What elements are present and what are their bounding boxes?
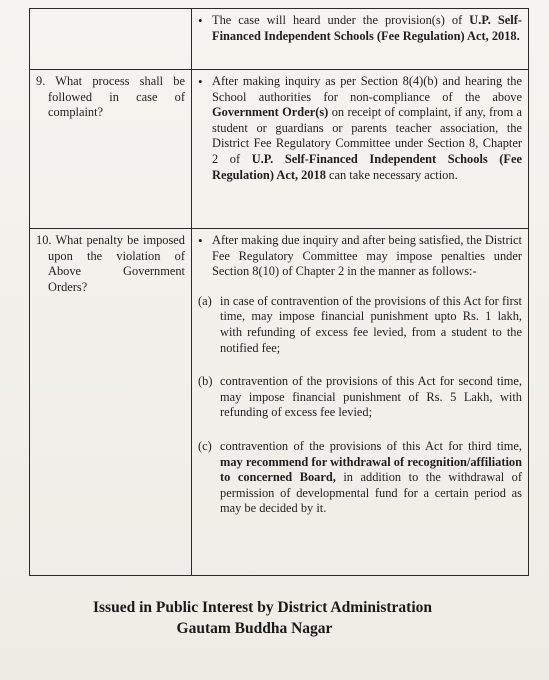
- answer-text: [212, 74, 522, 183]
- answer-text-part: can take necessary action.: [325, 167, 458, 182]
- penalty-item-b: [198, 374, 522, 421]
- answer-cell: [192, 9, 529, 70]
- table-row: [30, 70, 529, 229]
- bullet-icon: •: [198, 233, 203, 248]
- answer-intro: After making due inquiry and after being satisfied, the District Fee Regulatory Committee may impose penalties under Section 8(10) of Chapter 2 in the manner as follows:-: [212, 233, 522, 279]
- question-cell: [30, 229, 192, 576]
- penalty-item-text: contravention of the provisions of this Act for second time, may impose financial punishment of Rs. 5 Lakh, with refunding of excess fee levied;: [220, 374, 522, 420]
- answer-text-part-bold: Government Order(s): [212, 105, 329, 120]
- faq-table: [29, 8, 529, 576]
- penalty-item-label: (c): [198, 438, 212, 453]
- answer-text-part-bold: U.P. Self-Financed Independent Schools (Fee Regulation) Act, 2018.: [212, 13, 522, 43]
- footer-issuer-line: Issued in Public Interest by District Administration: [92, 599, 433, 616]
- penalty-item-text: in case of contravention of the provisions of this Act for first time, may impose financial punishment upto Rs. 1 lakh, with refunding of excess fee levied, from a student to the notified fee;: [220, 293, 522, 355]
- penalty-text-part: in addition to the withdrawal of permission of developmental fund for a certain period as may be decided by it.: [220, 470, 523, 516]
- question-cell: [30, 70, 192, 229]
- question-number: 9.: [36, 74, 46, 88]
- footer-district-line: Gautam Buddha Nagar: [176, 620, 333, 637]
- answer-text-part: After making inquiry as per Section 8(4)(b) and hearing the School authorities for non-compliance of the above: [212, 74, 522, 104]
- question-label: What process shall be followed in case of complaint?: [48, 74, 185, 120]
- bullet-icon: •: [198, 74, 203, 89]
- penalty-item-text: [220, 439, 522, 517]
- question-label: What penalty be imposed upon the violation of Above Government Orders?: [48, 233, 186, 294]
- table-row: [30, 229, 529, 576]
- penalty-item-c: [198, 439, 522, 517]
- penalty-item-label: (b): [198, 374, 213, 389]
- answer-cell: [192, 229, 529, 576]
- bullet-icon: •: [198, 13, 203, 28]
- question-number: 10.: [36, 233, 52, 247]
- question-text: [36, 74, 185, 121]
- question-cell: [30, 9, 192, 70]
- answer-cell: [192, 70, 529, 229]
- answer-text: [212, 13, 522, 44]
- answer-text-part-bold: U.P. Self-Financed Independent Schools (Fee Regulation) Act, 2018: [212, 151, 522, 182]
- answer-text-part: The case will heard under the provision(s) of: [212, 13, 470, 27]
- penalty-item-label: (a): [198, 293, 212, 308]
- penalty-text-part: contravention of the provisions of this Act for third time,: [220, 438, 522, 453]
- penalty-item-a: [198, 294, 522, 356]
- table-row: [30, 9, 529, 70]
- penalty-text-part-bold: may recommend for withdrawal of recognition/affiliation to concerned Board,: [220, 454, 522, 485]
- question-text: [36, 233, 185, 295]
- answer-text-part: on receipt of complaint, if any, from a student or guardians or parents teacher association, the District Fee Regulatory Committee under Section 8, Chapter 2 of: [212, 105, 522, 166]
